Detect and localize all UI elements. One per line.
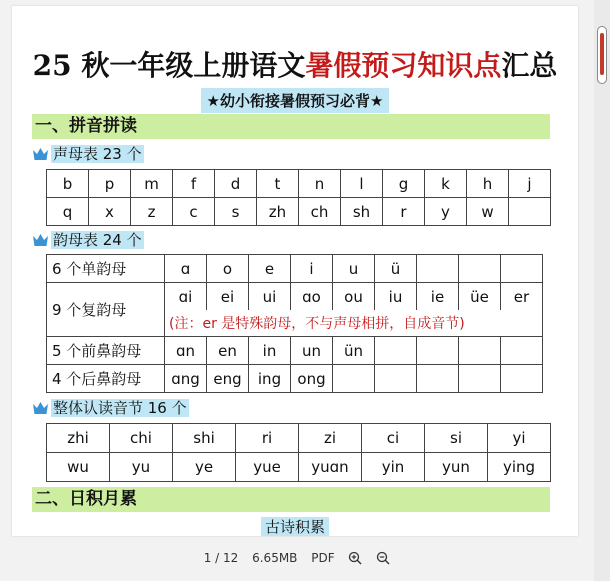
- row-header: 4 个后鼻韵母: [47, 365, 165, 393]
- title-part: 汇总: [501, 49, 558, 82]
- zoom-in-icon: [348, 551, 362, 565]
- row-header: 9 个复韵母: [47, 283, 165, 337]
- crown-icon: [32, 233, 49, 247]
- section-heading-pinyin: 一、拼音拼读: [32, 114, 550, 139]
- table-cell: [417, 337, 459, 365]
- table-cell: b: [47, 170, 89, 198]
- table-cell: w: [467, 198, 509, 226]
- title-highlight: 暑假预习知识点: [305, 49, 502, 82]
- table-cell: z: [131, 198, 173, 226]
- table-cell: ou: [333, 283, 375, 311]
- table-cell: [501, 337, 543, 365]
- table-cell: m: [131, 170, 173, 198]
- table-cell: ün: [333, 337, 375, 365]
- table-cell: ü: [375, 255, 417, 283]
- table-cell: u: [333, 255, 375, 283]
- table-cell: [501, 255, 543, 283]
- table-cell: l: [341, 170, 383, 198]
- table-cell: ei: [207, 283, 249, 311]
- table-cell: yu: [110, 453, 173, 482]
- zoom-out-button[interactable]: [376, 551, 390, 565]
- table-row: [47, 337, 543, 365]
- table-cell: zi: [299, 424, 362, 453]
- table-cell: ɑng: [165, 365, 207, 393]
- table-cell: [333, 365, 375, 393]
- table-cell: f: [173, 170, 215, 198]
- table-cell: t: [257, 170, 299, 198]
- subheading-yunmu: [32, 229, 144, 251]
- table-cell: [459, 365, 501, 393]
- note-text: (注：er 是特殊韵母，不与声母相拼，自成音节): [165, 310, 543, 337]
- table-cell: h: [467, 170, 509, 198]
- table-row: [47, 424, 551, 453]
- scrollbar-thumb[interactable]: [597, 26, 607, 84]
- table-cell: iu: [375, 283, 417, 311]
- table-cell: j: [509, 170, 551, 198]
- row-header: 5 个前鼻韵母: [47, 337, 165, 365]
- table-cell: chi: [110, 424, 173, 453]
- table-cell: en: [207, 337, 249, 365]
- table-cell: shi: [173, 424, 236, 453]
- file-format: PDF: [311, 551, 335, 565]
- subheading-label: 韵母表 24 个: [53, 231, 142, 249]
- table-cell: ch: [299, 198, 341, 226]
- table-cell: [375, 365, 417, 393]
- table-row: [47, 255, 543, 283]
- table-cell: ye: [173, 453, 236, 482]
- yunmu-table: [46, 254, 543, 393]
- section-heading-rijiyuelei: 二、日积月累: [32, 487, 550, 512]
- table-cell: ying: [488, 453, 551, 482]
- table-cell: zhi: [47, 424, 110, 453]
- table-cell: [417, 365, 459, 393]
- table-row: [47, 170, 551, 198]
- table-cell: sh: [341, 198, 383, 226]
- table-cell: r: [383, 198, 425, 226]
- shengmu-table: [46, 169, 551, 226]
- table-cell: yi: [488, 424, 551, 453]
- table-cell: [459, 337, 501, 365]
- table-cell: ong: [291, 365, 333, 393]
- table-cell: p: [89, 170, 131, 198]
- vertical-scrollbar[interactable]: [594, 0, 610, 581]
- table-cell: i: [291, 255, 333, 283]
- viewer-toolbar: [0, 544, 594, 572]
- table-cell: n: [299, 170, 341, 198]
- table-cell: q: [47, 198, 89, 226]
- table-row: [47, 453, 551, 482]
- table-cell: [509, 198, 551, 226]
- table-cell: er: [501, 283, 543, 311]
- table-cell: ɑo: [291, 283, 333, 311]
- table-row: [47, 198, 551, 226]
- table-cell: ci: [362, 424, 425, 453]
- zoom-in-button[interactable]: [348, 551, 366, 565]
- document-page: [12, 6, 578, 536]
- table-row: [47, 365, 543, 393]
- crown-icon: [32, 401, 49, 415]
- table-cell: yun: [425, 453, 488, 482]
- page-indicator: 1 / 12: [203, 551, 239, 565]
- page-title: [12, 44, 578, 84]
- table-cell: ie: [417, 283, 459, 311]
- table-cell: k: [425, 170, 467, 198]
- table-cell: zh: [257, 198, 299, 226]
- table-cell: in: [249, 337, 291, 365]
- zhengti-table: [46, 423, 551, 482]
- table-cell: x: [89, 198, 131, 226]
- table-cell: eng: [207, 365, 249, 393]
- table-cell: ui: [249, 283, 291, 311]
- table-cell: ɑ: [165, 255, 207, 283]
- subheading-label: 声母表 23 个: [53, 145, 142, 163]
- table-cell: yuɑn: [299, 453, 362, 482]
- table-cell: un: [291, 337, 333, 365]
- zoom-out-icon: [376, 551, 390, 565]
- table-cell: [375, 337, 417, 365]
- title-part: 25 秋一年级上册语文: [32, 49, 306, 82]
- subtitle: ★幼小衔接暑假预习必背★: [201, 88, 390, 113]
- table-cell: d: [215, 170, 257, 198]
- table-cell: e: [249, 255, 291, 283]
- table-cell: ɑn: [165, 337, 207, 365]
- table-cell: [501, 365, 543, 393]
- table-cell: y: [425, 198, 467, 226]
- subheading-zhengti: [32, 397, 189, 419]
- table-cell: s: [215, 198, 257, 226]
- table-cell: ing: [249, 365, 291, 393]
- poem-heading: 古诗积累: [261, 517, 329, 536]
- table-cell: ri: [236, 424, 299, 453]
- table-cell: si: [425, 424, 488, 453]
- table-cell: ɑi: [165, 283, 207, 311]
- table-cell: [459, 255, 501, 283]
- table-cell: o: [207, 255, 249, 283]
- table-cell: yue: [236, 453, 299, 482]
- row-header: 6 个单韵母: [47, 255, 165, 283]
- table-cell: yin: [362, 453, 425, 482]
- table-cell: üe: [459, 283, 501, 311]
- table-cell: g: [383, 170, 425, 198]
- subheading-label: 整体认读音节 16 个: [53, 399, 187, 417]
- subheading-shengmu: [32, 143, 144, 165]
- table-cell: wu: [47, 453, 110, 482]
- file-size: 6.65MB: [252, 551, 298, 565]
- table-row: [47, 283, 543, 311]
- table-cell: c: [173, 198, 215, 226]
- crown-icon: [32, 147, 49, 161]
- table-cell: [417, 255, 459, 283]
